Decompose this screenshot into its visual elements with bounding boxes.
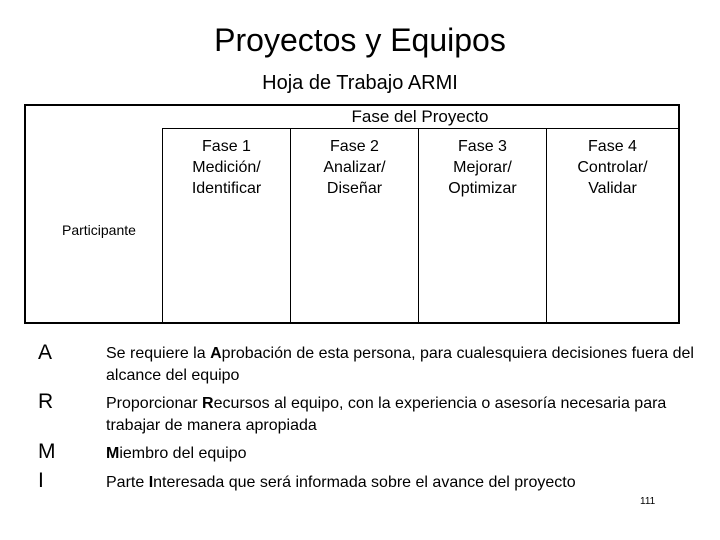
armi-worksheet-table <box>24 104 680 324</box>
phase-1-header: Fase 1 Medición/ Identificar <box>191 138 262 197</box>
legend-description-a: Se requiere la Aprobación de esta persona, para cualesquiera decisiones fuera del alcance del equipo <box>106 345 694 384</box>
legend-description-i: Parte Interesada que será informada sobre el avance del proyecto <box>106 474 576 491</box>
phase-3-header: Fase 3 Mejorar/ Optimizar <box>448 138 517 197</box>
legend-letter-r: R <box>38 390 54 413</box>
legend-description-m: Miembro del equipo <box>106 445 247 462</box>
phase-header: Fase del Proyecto <box>351 107 489 126</box>
header-divider <box>162 128 678 129</box>
phase-2-header: Fase 2 Analizar/ Diseñar <box>323 138 386 197</box>
legend-letter-a: A <box>38 341 53 364</box>
page-subtitle: Hoja de Trabajo ARMI <box>262 72 458 94</box>
page-number: 111 <box>640 496 656 507</box>
page-title: Proyectos y Equipos <box>214 22 506 58</box>
phase-4-header: Fase 4 Controlar/ Validar <box>577 138 648 197</box>
participant-label: Participante <box>62 222 136 238</box>
legend-letter-i: I <box>38 469 44 492</box>
legend-letter-m: M <box>38 440 56 463</box>
legend-description-r: Proporcionar Recursos al equipo, con la experiencia o asesoría necesaria para trabajar de manera apropiada <box>106 395 667 434</box>
